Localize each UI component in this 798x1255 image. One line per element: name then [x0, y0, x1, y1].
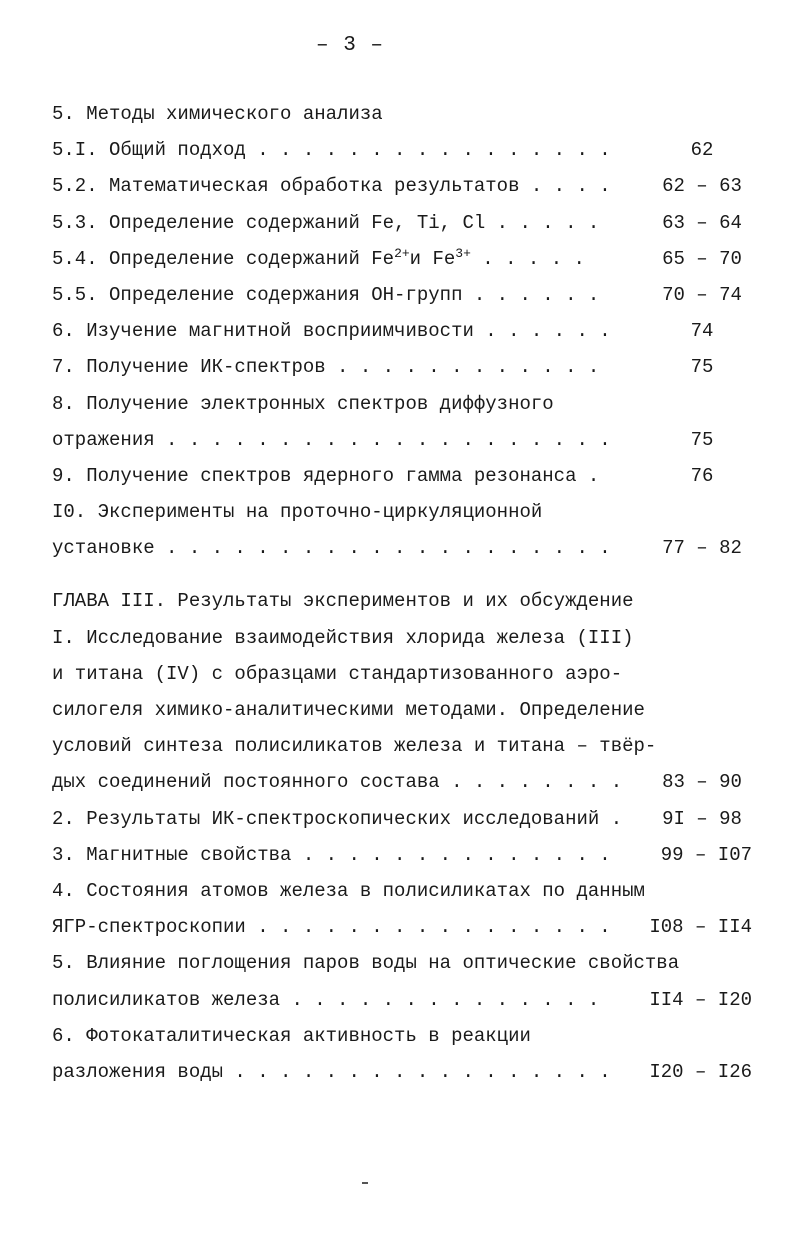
toc-line — [52, 132, 752, 168]
toc-page-range: 62 – 63 — [662, 175, 742, 198]
toc-entry-text: 5. Методы химического анализа — [52, 103, 383, 125]
toc-entry-text: 2. Результаты ИК-спектроскопических исследований . — [52, 807, 623, 830]
toc-line — [52, 205, 752, 241]
toc-line — [52, 909, 752, 945]
toc-page-range: 70 – 74 — [662, 283, 742, 306]
toc-line — [52, 422, 752, 458]
superscript-charge: 3+ — [455, 245, 471, 261]
toc-entry-text: 7. Получение ИК-спектров . . . . . . . . . . . . — [52, 356, 600, 379]
toc-entry-text-part: 5.4. Определение содержаний Fe — [52, 247, 395, 270]
toc-line — [52, 96, 752, 132]
toc-page-range: I20 – I26 — [649, 1060, 752, 1083]
toc-line — [52, 386, 752, 422]
toc-chapter-heading — [52, 583, 752, 619]
toc-entry-text-part: . . . . . — [470, 247, 585, 270]
toc-entry-text: ЯГР-спектроскопии . . . . . . . . . . . . . . . . — [52, 916, 611, 939]
toc-entry-text: I. Исследование взаимодействия хлорида железа (III) — [52, 626, 634, 649]
toc-line — [52, 530, 752, 566]
toc-entry-text: отражения . . . . . . . . . . . . . . . . . . . . — [52, 428, 611, 451]
toc-entry-text: полисиликатов железа . . . . . . . . . . . . . . — [52, 988, 600, 1011]
toc-line — [52, 1054, 752, 1090]
toc-page-range: 63 – 64 — [662, 211, 742, 234]
toc-entry-text: и титана (IV) с образцами стандартизованного аэро- — [52, 662, 623, 685]
page-number: – 3 – — [315, 34, 384, 57]
toc-line — [52, 728, 752, 764]
toc-line — [52, 837, 752, 873]
toc-entry-text: установке . . . . . . . . . . . . . . . . . . . . — [52, 537, 611, 560]
toc-line — [52, 801, 752, 837]
toc-entry-text: 6. Изучение магнитной восприимчивости . . . . . . — [52, 320, 611, 343]
toc-page-range: I08 – II4 — [649, 916, 752, 939]
toc-line — [52, 458, 752, 494]
toc-line — [52, 620, 752, 656]
table-of-contents — [52, 96, 752, 1090]
toc-line — [52, 313, 752, 349]
toc-page-range: 76 — [690, 464, 714, 487]
toc-line — [52, 656, 752, 692]
toc-page-range: 83 – 90 — [662, 771, 742, 794]
toc-line — [52, 494, 752, 530]
toc-entry-text: разложения воды . . . . . . . . . . . . . . . . . — [52, 1060, 611, 1083]
toc-page-range: 9I – 98 — [662, 807, 742, 830]
toc-page-range: 75 — [690, 356, 714, 379]
toc-page-range: 74 — [690, 320, 714, 343]
toc-entry-text: 5.5. Определение содержания ОН-групп . . . . . . — [52, 283, 600, 306]
toc-line — [52, 241, 752, 277]
toc-line — [52, 1018, 752, 1054]
toc-entry-text: 5. Влияние поглощения паров воды на оптические свойства — [52, 952, 680, 975]
toc-entry-text: ГЛАВА III. Результаты экспериментов и их обсуждение — [52, 590, 634, 613]
toc-line — [52, 168, 752, 204]
toc-line — [52, 873, 752, 909]
toc-entry-text: 3. Магнитные свойства . . . . . . . . . . . . . . — [52, 843, 611, 866]
toc-entry-text-part: и Fe — [409, 247, 456, 270]
toc-page-range: 65 – 70 — [662, 247, 742, 270]
toc-entry-text: 5.I. Общий подход . . . . . . . . . . . . . . . . — [52, 139, 611, 162]
toc-entry-text: 9. Получение спектров ядерного гамма резонанса . — [52, 464, 600, 487]
toc-line — [52, 982, 752, 1018]
toc-page-range: 99 – I07 — [660, 843, 752, 866]
toc-entry-text: 8. Получение электронных спектров диффузного — [52, 392, 554, 415]
toc-line — [52, 945, 752, 981]
toc-line — [52, 692, 752, 728]
toc-entry-text — [52, 241, 585, 277]
toc-entry-text: силогеля химико-аналитическими методами. Определение — [52, 699, 645, 721]
toc-line — [52, 349, 752, 385]
toc-page-range: 75 — [690, 428, 714, 451]
toc-line — [52, 764, 752, 800]
toc-entry-text: дых соединений постоянного состава . . . . . . . . — [52, 771, 623, 794]
toc-entry-text: I0. Эксперименты на проточно-циркуляционной — [52, 501, 543, 524]
scan-mark — [362, 1182, 368, 1184]
superscript-charge: 2+ — [394, 245, 410, 261]
toc-entry-text: 6. Фотокаталитическая активность в реакции — [52, 1024, 531, 1047]
toc-entry-text: условий синтеза полисиликатов железа и титана – твёр- — [52, 735, 657, 758]
toc-entry-text: 4. Состояния атомов железа в полисиликатах по данным — [52, 879, 645, 902]
toc-page-range: 77 – 82 — [662, 537, 742, 560]
toc-entry-text: 5.3. Определение содержаний Fe, Ti, Cl . . . . . — [52, 211, 600, 234]
toc-entry-text: 5.2. Математическая обработка результатов . . . . — [52, 175, 611, 198]
toc-line — [52, 277, 752, 313]
toc-page-range: 62 — [690, 139, 714, 162]
toc-page-range: II4 – I20 — [649, 988, 752, 1011]
